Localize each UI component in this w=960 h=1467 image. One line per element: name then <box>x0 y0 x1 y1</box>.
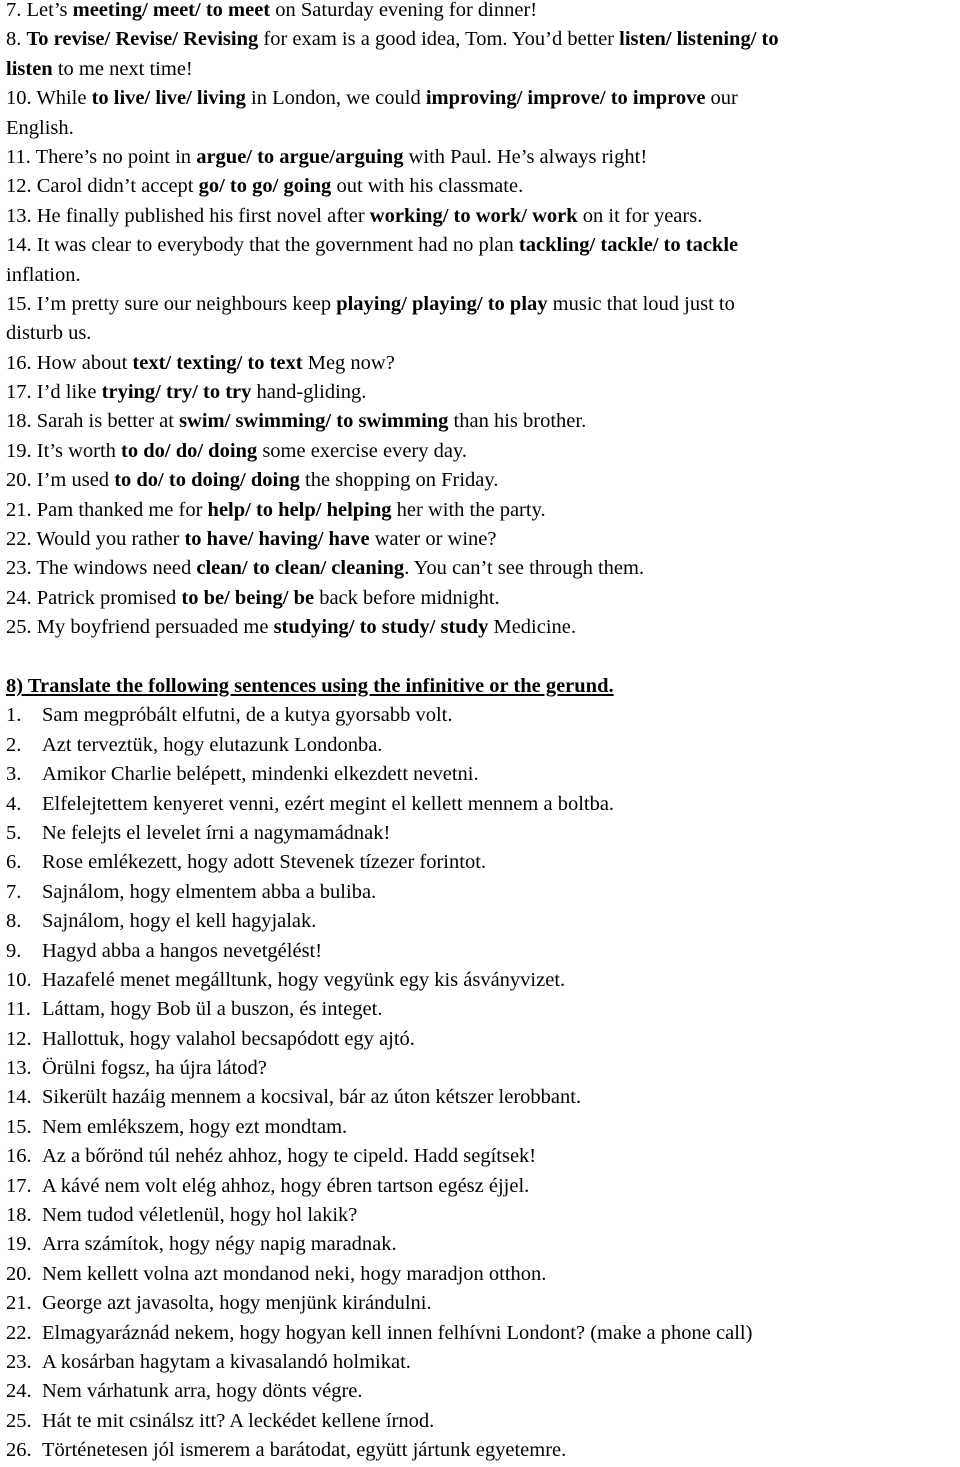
translation-item <box>6 1142 954 1171</box>
document-page <box>6 0 954 1466</box>
item-number: 15. <box>6 1115 32 1138</box>
item-number: 19. <box>6 1233 32 1256</box>
translation-item <box>6 1377 954 1406</box>
translation-item <box>6 1113 954 1142</box>
translation-item <box>6 848 954 877</box>
item-text: Történetesen jól ismerem a barátodat, együtt jártunk egyetemre. <box>42 1439 567 1462</box>
item-number: 2. <box>6 733 22 756</box>
item-number: 18. <box>6 1204 32 1227</box>
choice-options: listen/ listening/ to <box>619 28 779 51</box>
item-number: 6. <box>6 851 22 874</box>
item-number: 25. <box>6 1409 32 1432</box>
translation-item <box>6 1436 954 1465</box>
choice-options: swim/ swimming/ to swimming <box>179 410 449 433</box>
item-text: Hagyd abba a hangos nevetgélést! <box>42 939 323 962</box>
translation-item <box>6 1230 954 1259</box>
translation-item <box>6 1260 954 1289</box>
item-text: Rose emlékezett, hogy adott Stevenek tízezer forintot. <box>42 851 487 874</box>
item-number: 14. <box>6 1086 32 1109</box>
translation-item <box>6 907 954 936</box>
item-text: Sajnálom, hogy el kell hagyjalak. <box>42 910 317 933</box>
section-spacer <box>6 643 954 672</box>
item-number: 21. <box>6 1292 32 1315</box>
exercise-item-24: 24. Patrick promised to be/ being/ be back before midnight. <box>6 586 500 609</box>
item-number: 1. <box>6 704 22 727</box>
choice-options: to have/ having/ have <box>184 528 370 551</box>
item-text: Amikor Charlie belépett, mindenki elkezdett nevetni. <box>42 763 479 786</box>
exercise-item-15-cont: disturb us. <box>6 322 92 345</box>
choice-options: to live/ live/ living <box>91 87 246 110</box>
item-number: 24. <box>6 1380 32 1403</box>
translation-item <box>6 1172 954 1201</box>
exercise-item-15: 15. I’m pretty sure our neighbours keep playing/ playing/ to play music that loud just to <box>6 292 735 315</box>
item-text: Az a bőrönd túl nehéz ahhoz, hogy te cipeld. Hadd segítsek! <box>42 1145 537 1168</box>
item-text: Sikerült hazáig mennem a kocsival, bár az úton kétszer lerobbant. <box>42 1086 582 1109</box>
choice-options: working/ to work/ work <box>369 204 578 227</box>
translation-item <box>6 1407 954 1436</box>
item-number: 5. <box>6 821 22 844</box>
exercise-item-16: 16. How about text/ texting/ to text Meg now? <box>6 351 395 374</box>
item-number: 10. <box>6 968 32 991</box>
choice-options: to do/ to doing/ doing <box>114 469 300 492</box>
choice-options: tackling/ tackle/ to tackle <box>518 234 739 257</box>
exercise-item-8: 8. To revise/ Revise/ Revising for exam is a good idea, Tom. You’d better listen/ listening/ to <box>6 28 779 51</box>
translation-item <box>6 701 954 730</box>
exercise-item-11: 11. There’s no point in argue/ to argue/arguing with Paul. He’s always right! <box>6 145 648 168</box>
choice-options: clean/ to clean/ cleaning <box>196 557 405 580</box>
item-text: Elmagyaráznád nekem, hogy hogyan kell innen felhívni Londont? (make a phone call) <box>42 1321 753 1344</box>
item-number: 16. <box>6 1145 32 1168</box>
item-text: A kávé nem volt elég ahhoz, hogy ébren tartson egész éjjel. <box>42 1174 530 1197</box>
translation-item <box>6 937 954 966</box>
exercise-item-21: 21. Pam thanked me for help/ to help/ helping her with the party. <box>6 498 546 521</box>
exercise-item-8-cont: listen to me next time! <box>6 57 193 80</box>
section-heading: 8) Translate the following sentences using the infinitive or the gerund. <box>6 674 614 697</box>
item-number: 3. <box>6 763 22 786</box>
exercise-item-14-cont: inflation. <box>6 263 81 286</box>
item-text: Hazafelé menet megálltunk, hogy vegyünk egy kis ásványvizet. <box>42 968 566 991</box>
choice-options: text/ texting/ to text <box>132 351 303 374</box>
translation-item <box>6 1054 954 1083</box>
item-text: Arra számítok, hogy négy napig maradnak. <box>42 1233 397 1256</box>
choice-options: playing/ playing/ to play <box>336 292 548 315</box>
exercise-item-23: 23. The windows need clean/ to clean/ cleaning. You can’t see through them. <box>6 557 645 580</box>
choice-options: argue/ to argue/arguing <box>196 145 404 168</box>
exercise-item-17: 17. I’d like trying/ try/ to try hand-gliding. <box>6 381 367 404</box>
item-text: Nem emlékszem, hogy ezt mondtam. <box>42 1115 348 1138</box>
translation-list <box>6 701 954 1465</box>
translation-item <box>6 1289 954 1318</box>
translation-item <box>6 1348 954 1377</box>
item-number: 9. <box>6 939 22 962</box>
exercise-item-10-cont: English. <box>6 116 74 139</box>
item-text: Nem tudod véletlenül, hogy hol lakik? <box>42 1204 358 1227</box>
translation-item <box>6 966 954 995</box>
exercise-item-18: 18. Sarah is better at swim/ swimming/ to swimming than his brother. <box>6 410 587 433</box>
item-text: Örülni fogsz, ha újra látod? <box>42 1057 267 1080</box>
item-text: Sam megpróbált elfutni, de a kutya gyorsabb volt. <box>42 704 453 727</box>
translation-item <box>6 760 954 789</box>
translation-item <box>6 1083 954 1112</box>
translation-item <box>6 995 954 1024</box>
item-text: Hallottuk, hogy valahol becsapódott egy ajtó. <box>42 1027 415 1050</box>
item-text: Hát te mit csinálsz itt? A leckédet kellene írnod. <box>42 1409 435 1432</box>
item-number: 20. <box>6 1262 32 1285</box>
exercise-item-10: 10. While to live/ live/ living in London, we could improving/ improve/ to improve our <box>6 87 738 110</box>
item-text: Sajnálom, hogy elmentem abba a buliba. <box>42 880 377 903</box>
item-number: 11. <box>6 998 31 1021</box>
item-text: George azt javasolta, hogy menjünk kirándulni. <box>42 1292 432 1315</box>
choice-options: to do/ do/ doing <box>121 439 258 462</box>
item-number: 22. <box>6 1321 32 1344</box>
choice-options: help/ to help/ helping <box>207 498 392 521</box>
item-text: Elfelejtettem kenyeret venni, ezért megint el kellett mennem a boltba. <box>42 792 615 815</box>
item-number: 13. <box>6 1057 32 1080</box>
exercise-item-7: 7. Let’s meeting/ meet/ to meet on Saturday evening for dinner! <box>6 0 538 21</box>
item-number: 23. <box>6 1350 32 1373</box>
choice-options: improving/ improve/ to improve <box>425 87 706 110</box>
item-text: Láttam, hogy Bob ül a buszon, és integet. <box>42 998 383 1021</box>
choice-options: listen <box>6 57 53 80</box>
choice-options: to be/ being/ be <box>181 586 315 609</box>
translation-item <box>6 878 954 907</box>
choice-options: meeting/ meet/ to meet <box>72 0 271 21</box>
choice-options: To revise/ Revise/ Revising <box>26 28 259 51</box>
item-text: Ne felejts el levelet írni a nagymamádnak! <box>42 821 391 844</box>
item-text: Nem kellett volna azt mondanod neki, hogy maradjon otthon. <box>42 1262 547 1285</box>
translation-item <box>6 731 954 760</box>
translation-item <box>6 819 954 848</box>
exercise-item-19: 19. It’s worth to do/ do/ doing some exercise every day. <box>6 439 468 462</box>
item-number: 17. <box>6 1174 32 1197</box>
exercise-item-12: 12. Carol didn’t accept go/ to go/ going out with his classmate. <box>6 175 524 198</box>
exercise-item-14: 14. It was clear to everybody that the government had no plan tackling/ tackle/ to tackle <box>6 234 739 257</box>
item-number: 7. <box>6 880 22 903</box>
item-text: A kosárban hagytam a kivasalandó holmikat. <box>42 1350 411 1373</box>
exercise-item-20: 20. I’m used to do/ to doing/ doing the shopping on Friday. <box>6 469 499 492</box>
translation-item <box>6 1025 954 1054</box>
exercise-item-22: 22. Would you rather to have/ having/ have water or wine? <box>6 528 497 551</box>
item-number: 8. <box>6 910 22 933</box>
translation-item <box>6 1319 954 1348</box>
item-number: 12. <box>6 1027 32 1050</box>
translation-item <box>6 790 954 819</box>
item-text: Nem várhatunk arra, hogy dönts végre. <box>42 1380 363 1403</box>
exercise-item-25: 25. My boyfriend persuaded me studying/ to study/ study Medicine. <box>6 616 577 639</box>
choice-options: go/ to go/ going <box>198 175 332 198</box>
choice-options: trying/ try/ to try <box>101 381 252 404</box>
translation-item <box>6 1201 954 1230</box>
choice-options: studying/ to study/ study <box>273 616 489 639</box>
item-text: Azt terveztük, hogy elutazunk Londonba. <box>42 733 383 756</box>
item-number: 26. <box>6 1439 32 1462</box>
exercise-item-13: 13. He finally published his first novel after working/ to work/ work on it for years. <box>6 204 703 227</box>
item-number: 4. <box>6 792 22 815</box>
